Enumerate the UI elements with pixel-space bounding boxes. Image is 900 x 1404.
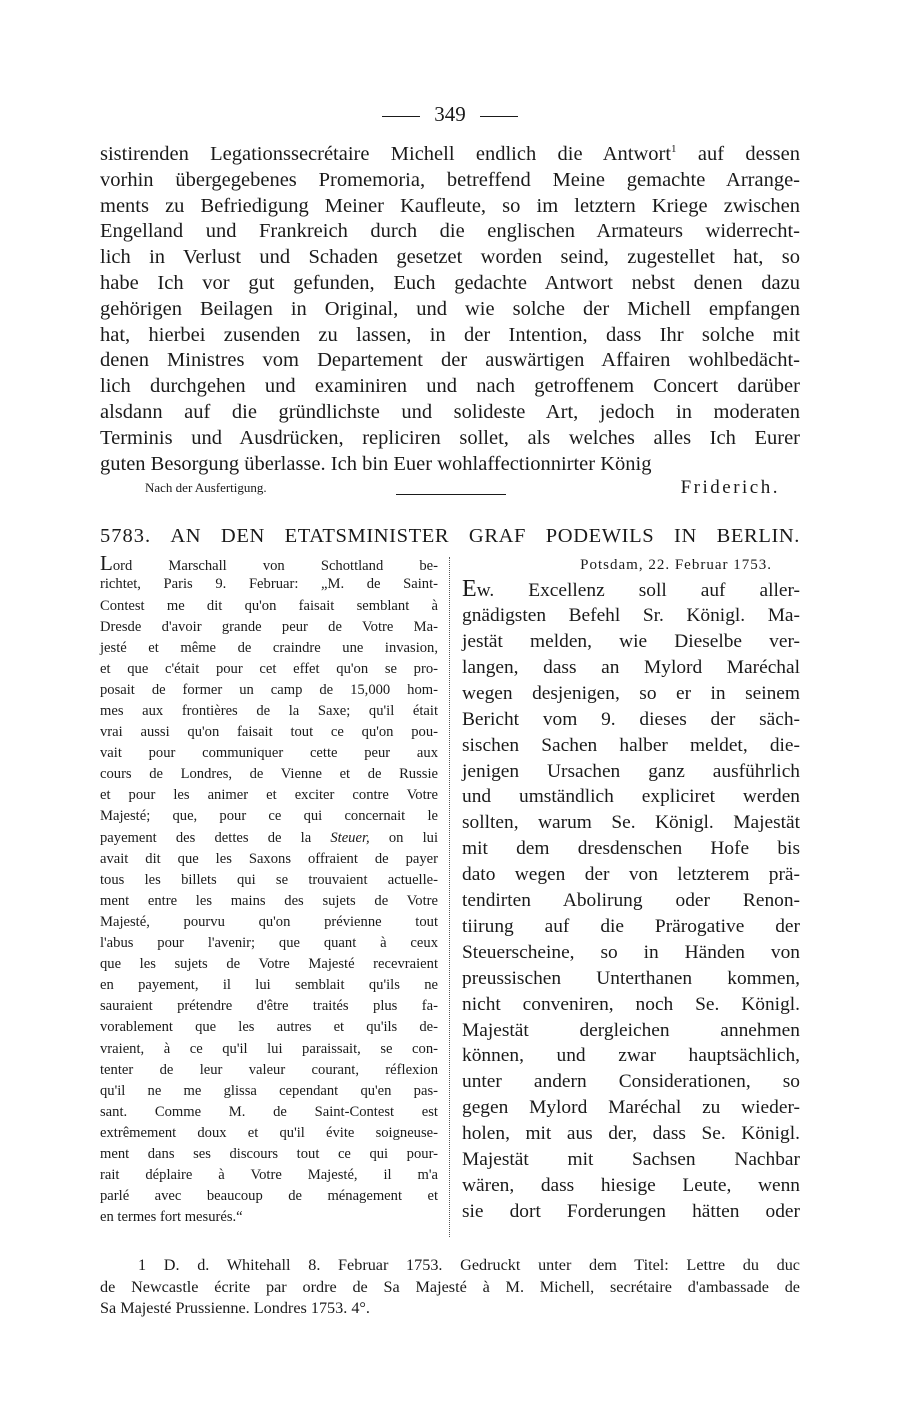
signature: Friderich.: [680, 477, 780, 499]
summary-line: parlé avec beaucoup de ménagement et: [100, 1188, 438, 1205]
two-column-section: [100, 553, 800, 1243]
summary-line: Majesté; que, pour ce qui concernait le: [100, 808, 438, 825]
letter-column-line: Majestät dergleichen annehmen: [462, 1019, 800, 1041]
summary-line: payement des dettes de la Steuer, on lui: [100, 829, 439, 846]
letter-column-line: jestät melden, wie Dieselbe ver-: [462, 631, 800, 653]
summary-line: ment entre les mains des sujets de Votre: [100, 892, 438, 909]
letter-column-line: Bericht vom 9. dieses der säch-: [462, 708, 800, 730]
summary-line: l'abus pour l'avenir; que quant à ceux: [100, 935, 438, 952]
letter-column-line: wegen desjenigen, so er in seinem: [462, 682, 800, 704]
footnote-line: de Newcastle écrite par ordre de Sa Majesté à M. Michell, secrétaire d'ambassade de: [100, 1277, 800, 1296]
letter-column-line: sischen Sachen halber meldet, die-: [462, 734, 800, 756]
summary-line: sauraient prétendre d'être traités plus fa-: [100, 998, 438, 1015]
footnote-reference: 1: [671, 143, 677, 156]
summary-line: ment dans ses discours tout ce qui pour-: [100, 1145, 438, 1162]
letter-line: denen Ministres vom Departement der auswärtigen Affairen wohlbedächt-: [100, 349, 800, 372]
document-header: [100, 521, 800, 551]
letter-line: guten Besorgung überlasse. Ich bin Euer wohlaffectionnirter König: [100, 452, 652, 475]
letter-column-line: mit dem dresdenschen Hofe bis: [462, 838, 800, 860]
letter-column-line: sie dort Forderungen hätten oder: [462, 1200, 800, 1222]
document-number: 5783.: [100, 525, 152, 548]
letter-column-line: sollten, warum Se. Königl. Majestät: [462, 812, 800, 834]
summary-line: vait pour communiquer cette peur aux: [100, 745, 438, 762]
dateline: Potsdam, 22. Februar 1753.: [580, 557, 772, 574]
letter-column-line: unter andern Considerationen, so: [462, 1071, 800, 1093]
letter-column-line: und umständlich expliciret werden: [462, 786, 800, 808]
summary-line: sant. Comme M. de Saint-Contest est: [100, 1103, 438, 1120]
letter-column-line: tiirung auf die Prärogative der: [462, 915, 800, 937]
letter-column-line: tendirten Abolirung oder Renon-: [462, 890, 800, 912]
summary-line: vraient, à ce qu'il lui paraissait, se con-: [100, 1040, 438, 1057]
summary-line: vorablement que les autres et qu'ils de-: [100, 1019, 438, 1036]
letter-column-line: jenigen Ursachen ganz ausführlich: [462, 760, 800, 782]
summary-line: Contest me dit qu'on faisait semblant à: [100, 597, 438, 614]
letter-line: habe Ich vor gut gefunden, Euch gedachte Antwort nebst denen dazu: [100, 271, 800, 294]
column-divider: [449, 557, 450, 1237]
summary-line: mes aux frontières de la Saxe; qu'il était: [100, 703, 438, 720]
letter-line: Terminis und Ausdrücken, repliciren sollet, als welches alles Ich Eurer: [100, 426, 800, 449]
footnote-line: 1 D. d. Whitehall 8. Februar 1753. Gedruckt unter dem Titel: Lettre du duc: [138, 1256, 800, 1275]
page-number: [100, 100, 800, 128]
page-number-text: 349: [434, 102, 466, 126]
summary-line: vrai aussi qu'on faisait tout ce qu'on pou-: [100, 724, 438, 741]
summary-line: tenter de leur valeur courant, réflexion: [100, 1061, 438, 1078]
document-address: AN DEN ETATSMINISTER GRAF PODEWILS IN BERLIN.: [170, 525, 801, 548]
letter-continuation: [100, 142, 800, 477]
letter-column-line: können, und zwar hauptsächlich,: [462, 1045, 800, 1067]
summary-line: que les sujets de Votre Majesté recevraient: [100, 956, 438, 973]
summary-line: avait dit que les Saxons offraient de payer: [100, 850, 438, 867]
summary-line: qu'il ne me glissa cependant qu'en pas-: [100, 1082, 438, 1099]
summary-line: cours de Londres, de Vienne et de Russie: [100, 766, 438, 783]
letter-line: alsdann auf die gründlichste und solideste Art, jedoch in moderaten: [100, 400, 800, 423]
summary-line: Dresde d'avoir grande peur de Votre Ma-: [100, 618, 438, 635]
letter-column-line: dato wegen der von letzterem prä-: [462, 864, 800, 886]
summary-line: jesté et même de craindre une invasion,: [100, 639, 438, 656]
page-number-dash-right: [480, 116, 518, 117]
letter-line: gehörigen Beilagen in Original, und wie solche der Michell empfangen: [100, 297, 800, 320]
summary-line: en payement, il lui semblait qu'ils ne: [100, 977, 438, 994]
letter-column-line: holen, mit aus der, dass Se. Königl.: [462, 1123, 800, 1145]
page-number-dash-left: [382, 116, 420, 117]
drop-cap: E: [462, 576, 477, 603]
letter-column-line: wären, dass hiesige Leute, wenn: [462, 1174, 800, 1196]
italic-steuer: Steuer,: [330, 829, 370, 846]
footnote: [100, 1255, 800, 1320]
summary-line: extrêmement doux et qu'il évite soigneuse-: [100, 1124, 438, 1141]
summary-line: posait de former un camp de 15,000 hom-: [100, 681, 438, 698]
letter-line: hat, hierbei zusenden zu lassen, in der Intention, dass Ihr solche mit: [100, 323, 800, 346]
footnote-line: Sa Majesté Prussienne. Londres 1753. 4°.: [100, 1299, 370, 1318]
letter-line: lich in Verlust und Schaden gesetzet worden seind, zugestellet hat, so: [100, 246, 800, 269]
summary-line: et pour les animer et exciter contre Votre: [100, 787, 438, 804]
letter-column-line: Ew. Excellenz soll auf aller-: [462, 576, 800, 603]
letter-column: [462, 553, 800, 1224]
letter-column-line: preussischen Unterthanen kommen,: [462, 967, 800, 989]
letter-column-line: gegen Mylord Maréchal zu wieder-: [462, 1097, 800, 1119]
letter-line: sistirenden Legationssecrétaire Michell endlich die Antwort$^1$ auf dessen: [100, 143, 800, 165]
letter-column-line: langen, dass an Mylord Maréchal: [462, 657, 800, 679]
summary-line: Majesté, pourvu qu'on prévienne tout: [100, 913, 438, 930]
closing-row: [100, 477, 800, 507]
drop-cap: L: [100, 551, 113, 576]
letter-line: lich durchgehen und examiniren und nach getroffenem Concert darüber: [100, 375, 800, 398]
letter-line: ments zu Befriedigung Meiner Kaufleute, so im letztern Kriege zwischen: [100, 194, 800, 217]
letter-line: vorhin übergegebenes Promemoria, betreffend Meine gemachte Arrange-: [100, 168, 800, 191]
summary-line: rait déplaire à Votre Majesté, il m'a: [100, 1167, 438, 1184]
letter-column-line: gnädigsten Befehl Sr. Königl. Ma-: [462, 605, 800, 627]
report-summary-column: [100, 553, 438, 1228]
summary-line: Lord Marschall von Schottland be-: [100, 551, 438, 576]
letter-column-line: Steuerscheine, so in Händen von: [462, 941, 800, 963]
letter-column-line: nicht conveniren, noch Se. Königl.: [462, 993, 800, 1015]
separator-rule: [396, 494, 506, 495]
summary-line: et que c'était pour cet effet qu'on se pro-: [100, 660, 438, 677]
summary-line: en termes fort mesurés.“: [100, 1209, 243, 1226]
letter-line: Engelland und Frankreich durch die englischen Armateurs widerrecht-: [100, 220, 800, 243]
source-note: Nach der Ausfertigung.: [145, 480, 267, 496]
summary-line: tous les billets qui se trouvaient actuelle-: [100, 871, 438, 888]
summary-line: richtet, Paris 9. Februar: „M. de Saint-: [100, 576, 438, 593]
letter-column-line: Majestät mit Sachsen Nachbar: [462, 1148, 800, 1170]
page: [100, 100, 800, 1320]
